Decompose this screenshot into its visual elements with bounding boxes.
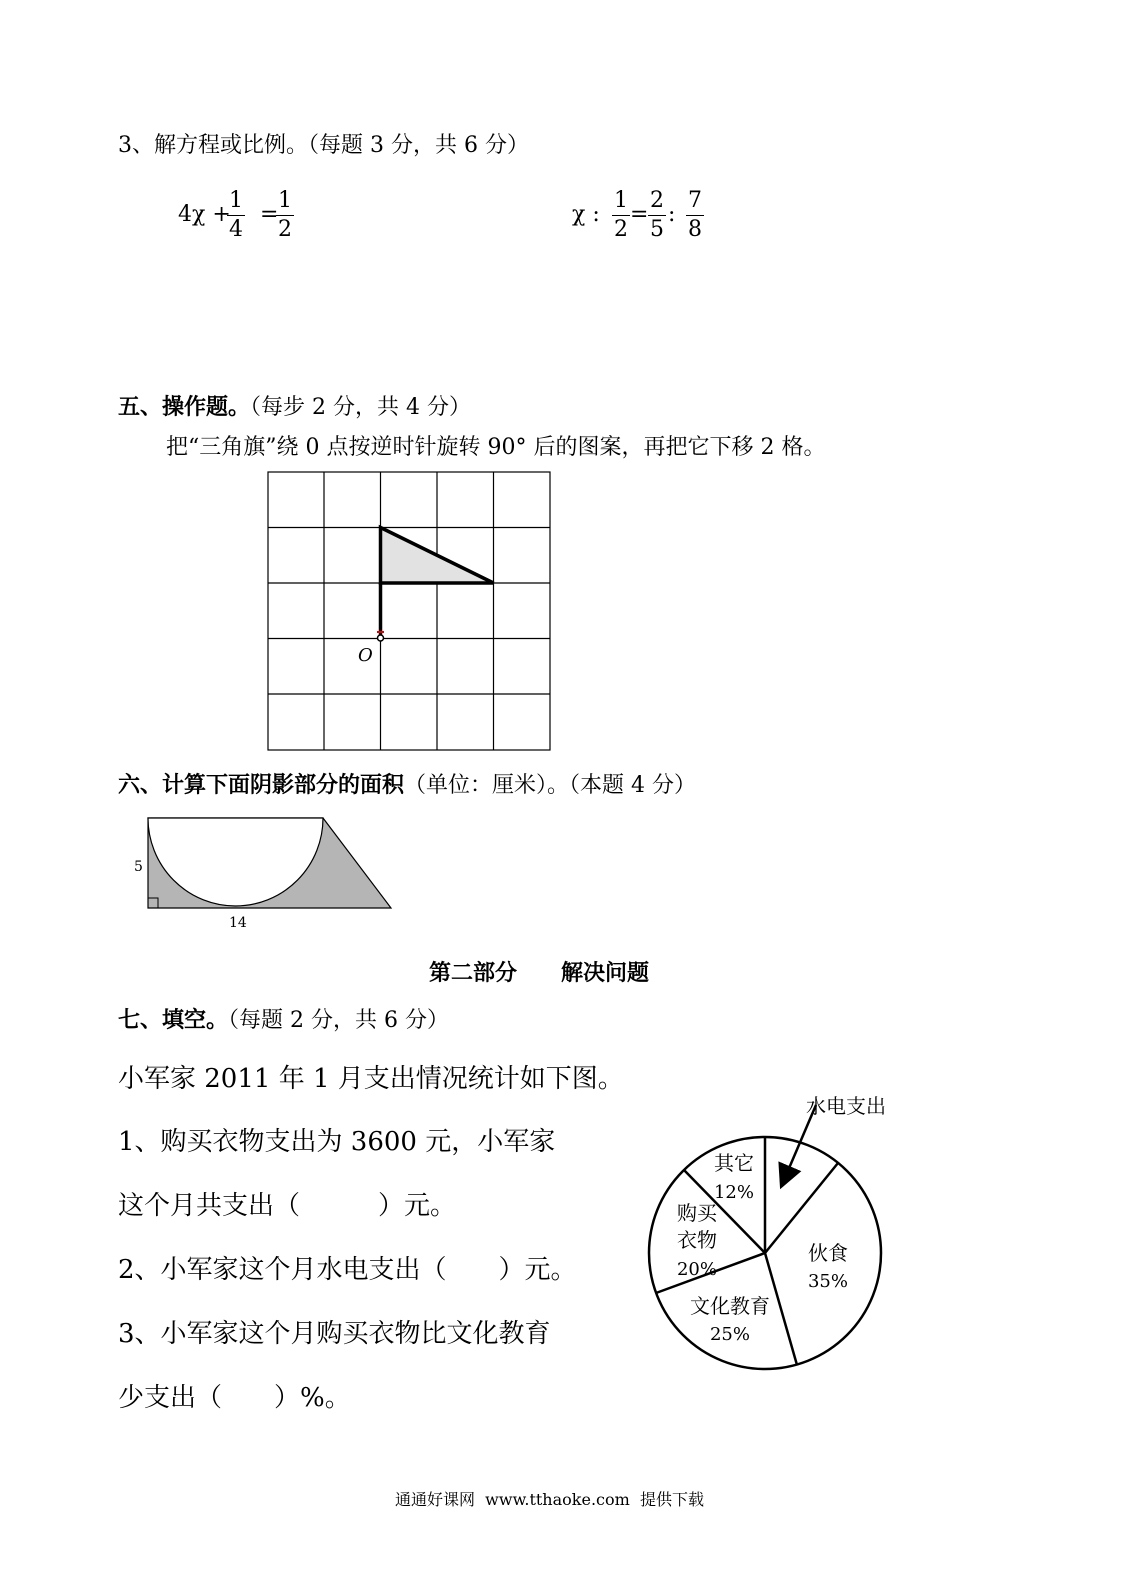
q3-line1: 3、小军家这个月购买衣物比文化教育 xyxy=(118,1319,551,1349)
label-food: 伙食 xyxy=(808,1241,848,1265)
part2-title: 第二部分 解决问题 xyxy=(429,961,650,986)
grid-lines xyxy=(268,472,550,750)
eq2-fraction-1: 1 2 xyxy=(614,188,628,242)
label-food-pct: 35% xyxy=(807,1271,849,1292)
eq1-fraction-1: 1 4 xyxy=(229,188,243,242)
expense-pie-chart xyxy=(640,1085,900,1385)
eq2-colon: : xyxy=(668,202,676,227)
label-edu-pct: 25% xyxy=(709,1324,751,1345)
point-o-marker xyxy=(378,635,384,641)
q1-line2: 这个月共支出（ ）元。 xyxy=(118,1191,457,1221)
eq2-fraction-3: 7 8 xyxy=(688,188,702,242)
label-cloth-2: 衣物 xyxy=(677,1228,717,1252)
section6-note: （单位：厘米）。（本题 4 分） xyxy=(404,773,696,798)
eq1-fraction-2: 1 2 xyxy=(278,188,292,242)
section6-title: 六、计算下面阴影部分的面积 xyxy=(118,773,405,798)
label-other-pct: 12% xyxy=(713,1182,755,1203)
label-edu: 文化教育 xyxy=(690,1294,770,1318)
shaded-area-figure xyxy=(125,812,400,934)
base-label: 14 xyxy=(229,915,247,931)
section5-instruction: 把“三角旗”绕 0 点按逆时针旋转 90° 后的图案，再把它下移 2 格。 xyxy=(166,435,826,460)
eq2-prefix: χ : xyxy=(572,202,600,227)
eq2-equals: = xyxy=(630,202,649,227)
section7-title: 七、填空。 xyxy=(118,1008,229,1033)
section5-score: （每步 2 分，共 4 分） xyxy=(250,395,471,420)
q1-line1: 1、购买衣物支出为 3600 元，小军家 xyxy=(118,1127,556,1157)
rotation-grid-figure xyxy=(262,466,558,756)
q3-line2: 少支出（ ）%。 xyxy=(118,1383,351,1413)
eq2-fraction-2: 2 5 xyxy=(650,188,664,242)
section7-heading xyxy=(118,1003,449,1034)
label-cloth-pct: 20% xyxy=(676,1259,718,1280)
point-o-label: O xyxy=(358,645,373,666)
height-label: 5 xyxy=(134,859,143,875)
q3-heading: 3、解方程或比例。（每题 3 分，共 6 分） xyxy=(118,133,529,158)
section5-heading xyxy=(118,390,471,421)
section7-intro: 小军家 2011 年 1 月支出情况统计如下图。 xyxy=(118,1064,624,1094)
section6-heading xyxy=(118,768,696,799)
section7-score: （每题 2 分，共 6 分） xyxy=(228,1008,449,1033)
label-other: 其它 xyxy=(714,1151,754,1175)
footer-credit: 通通好课网 www.tthaoke.com 提供下载 xyxy=(395,1490,704,1509)
q2-line: 2、小军家这个月水电支出（ ）元。 xyxy=(118,1255,577,1285)
eq1-equals: = xyxy=(260,202,279,227)
label-water: 水电支出 xyxy=(806,1094,886,1118)
eq1-prefix: 4χ + xyxy=(178,202,231,227)
section5-title: 五、操作题。 xyxy=(118,395,251,420)
label-cloth-1: 购买 xyxy=(677,1201,717,1225)
